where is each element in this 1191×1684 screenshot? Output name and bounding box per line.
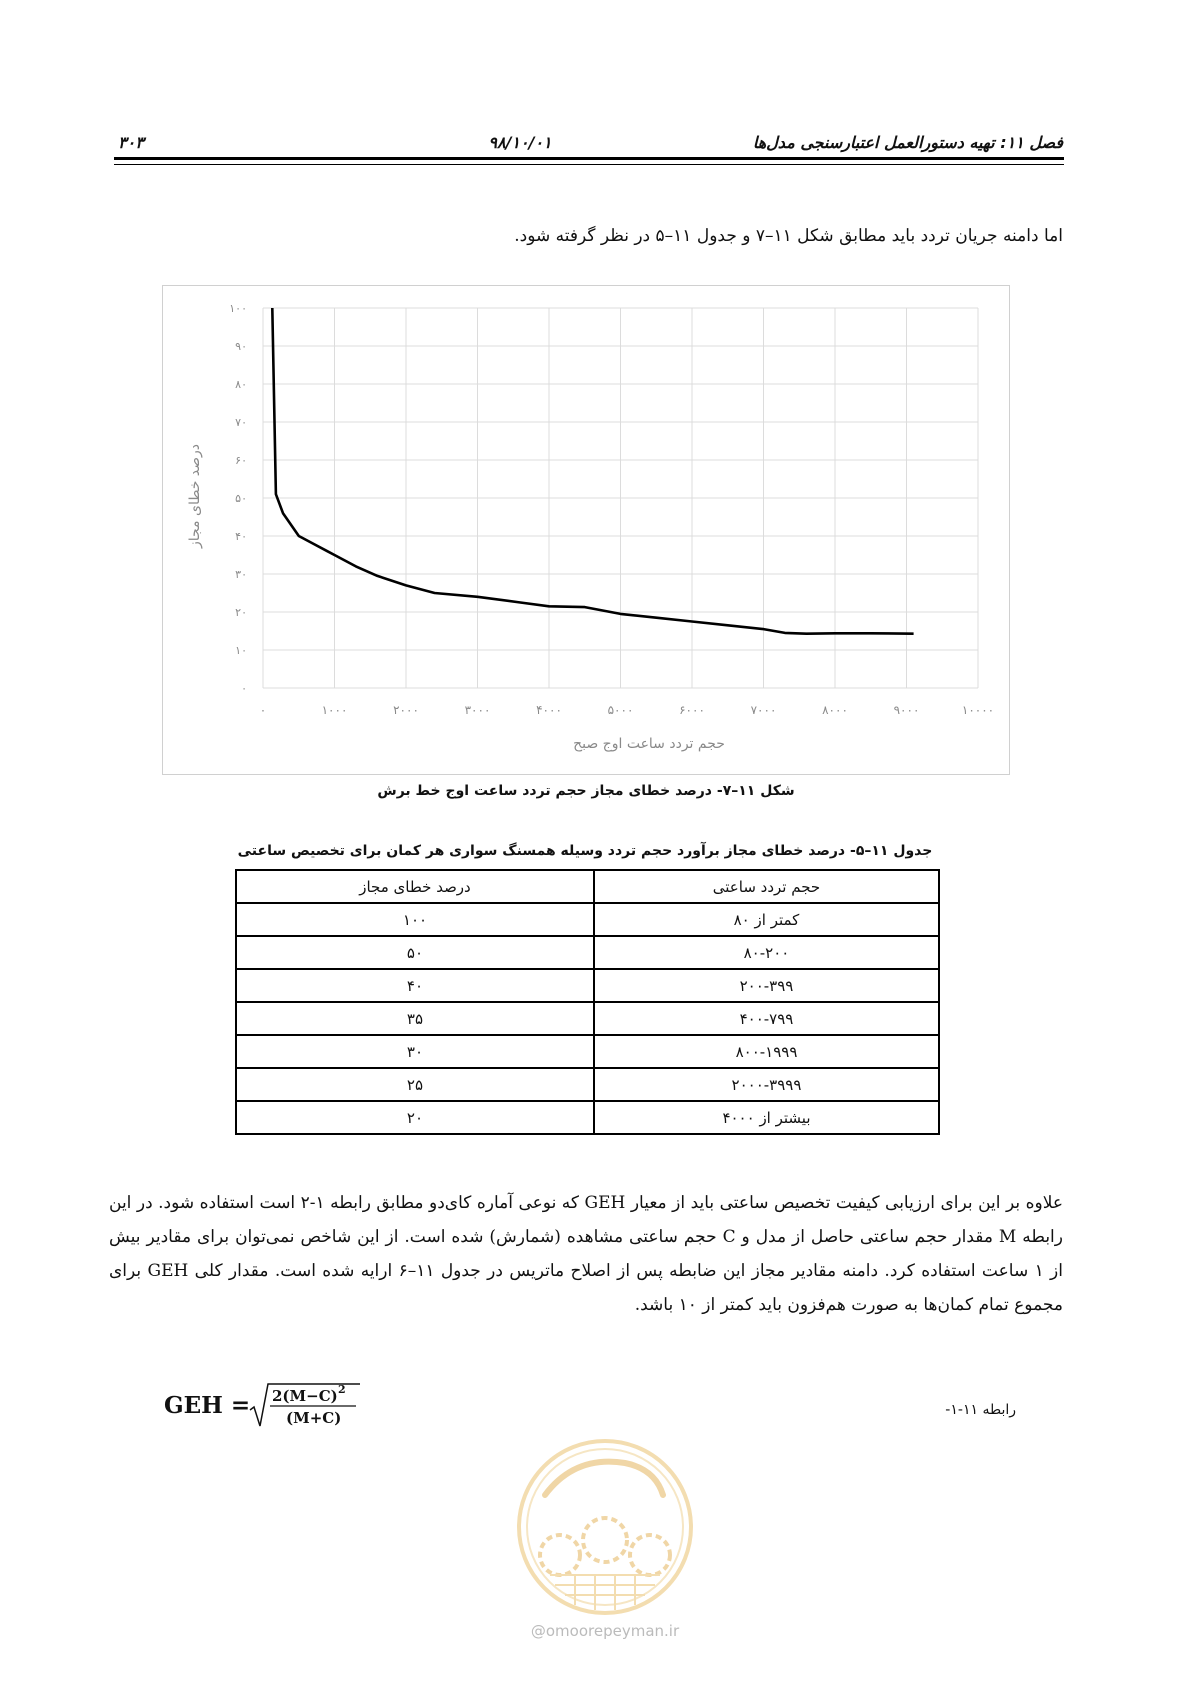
figure-caption: شکل ۱۱–۷- درصد خطای مجاز حجم تردد ساعت اوج خط برش [377,783,795,799]
y-tick-label: ۱۰ [235,644,247,657]
series-line [272,308,913,634]
intro-paragraph: اما دامنه جریان تردد باید مطابق شکل ۱۱–۷ و جدول ۱۱–۵ در نظر گرفته شود. [514,226,1063,246]
x-tick-label: ۵۰۰۰ [607,703,634,717]
table-row [236,1068,939,1101]
equation-denominator: (M+C) [286,1409,342,1427]
y-tick-label: ۵۰ [235,492,247,505]
error-cell: ۳۰ [236,1035,594,1068]
header-cell-error: درصد خطای مجاز [236,870,594,903]
error-table [235,869,940,1135]
header-rule-thin [114,164,1064,165]
header-date: ۹۸/۱۰/۰۱ [488,133,552,152]
equation-numerator: 2(M−C) [272,1387,338,1405]
x-tick-label: ۳۰۰۰ [464,703,491,717]
volume-cell: بیشتر از ۴۰۰۰ [594,1101,939,1134]
volume-cell: کمتر از ۸۰ [594,903,939,936]
error-cell: ۵۰ [236,936,594,969]
x-tick-label: ۰ [259,703,267,717]
x-tick-label: ۸۰۰۰ [822,703,848,717]
y-tick-label: ۶۰ [235,454,247,467]
y-tick-label: ۰ [241,682,247,695]
table-row [236,1002,939,1035]
x-tick-label: ۹۰۰۰ [893,703,920,717]
error-cell: ۲۰ [236,1101,594,1134]
y-axis-label: درصد خطای مجاز [187,443,203,549]
x-tick-label: ۷۰۰۰ [750,703,777,717]
table-row [236,903,939,936]
chart-series [272,308,913,634]
volume-cell: ۸۰۰-۱۹۹۹ [594,1035,939,1068]
table-header-row [236,870,939,903]
error-cell: ۲۵ [236,1068,594,1101]
volume-cell: ۴۰۰-۷۹۹ [594,1002,939,1035]
equation-lhs: GEH = [164,1392,251,1419]
x-tick-label: ۲۰۰۰ [393,703,419,717]
volume-cell: ۲۰۰-۳۹۹ [594,969,939,1002]
chapter-title: فصل ۱۱: تهیه دستورالعمل اعتبارسنجی مدل‌ها [752,133,1063,152]
error-cell: ۱۰۰ [236,903,594,936]
chart-ticks [229,302,994,717]
volume-cell: ۲۰۰۰-۳۹۹۹ [594,1068,939,1101]
x-tick-label: ۶۰۰۰ [679,703,705,717]
error-cell: ۳۵ [236,1002,594,1035]
table-row [236,1035,939,1068]
x-tick-label: ۴۰۰۰ [536,703,562,717]
table-row [236,969,939,1002]
table-row [236,936,939,969]
chart-frame [162,285,1010,775]
y-tick-label: ۳۰ [235,568,247,581]
x-tick-label: ۱۰۰۰ [321,703,348,717]
equation-label: رابطه ۱۱-۱- [945,1402,1016,1418]
table-row [236,1101,939,1134]
x-tick-label: ۱۰۰۰۰ [961,703,995,717]
y-tick-label: ۴۰ [235,530,247,543]
y-tick-label: ۷۰ [235,416,247,429]
chart-grid [263,308,978,688]
y-tick-label: ۹۰ [235,340,247,353]
y-tick-label: ۲۰ [235,606,247,619]
y-tick-label: ۸۰ [235,378,247,391]
equation-exponent: 2 [338,1383,346,1396]
x-axis-label: حجم تردد ساعت اوج صبح [573,736,725,752]
watermark-url: @omoorepeyman.ir [530,1622,680,1640]
table-caption: جدول ۱۱–۵- درصد خطای مجاز برآورد حجم تردد وسیله همسنگ سواری هر کمان برای تخصیص ساعتی [237,843,933,859]
header-rule-thick [114,157,1064,160]
error-chart [163,286,1011,776]
volume-cell: ۸۰-۲۰۰ [594,936,939,969]
body-paragraph: علاوه بر این برای ارزیابی کیفیت تخصیص ساعتی باید از معیار GEH که نوعی آماره کای‌دو مطابق رابطه ۱-۲ است استفاده شود. در این رابطه M مقدار حجم ساعتی حاصل از مدل و C حجم ساعتی مشاهده (شمارش) شده است. از این شاخص نمی‌توان برای مقادیر بیش از ۱ ساعت استفاده کرد. دامنه مقادیر مجاز این ضابطه پس از اصلاح ماتریس در جدول ۱۱–۶ ارایه شده است. مقدار کلی GEH برای مجموع تمام کمان‌ها به صورت هم‌فزون باید کمتر از ۱۰ باشد. [109,1193,1063,1315]
seal-logo [505,1435,705,1620]
header-cell-volume: حجم تردد ساعتی [594,870,939,903]
page-number: ۳۰۳ [118,133,144,152]
y-tick-label: ۱۰۰ [229,302,247,315]
error-cell: ۴۰ [236,969,594,1002]
geh-equation [160,1380,380,1430]
